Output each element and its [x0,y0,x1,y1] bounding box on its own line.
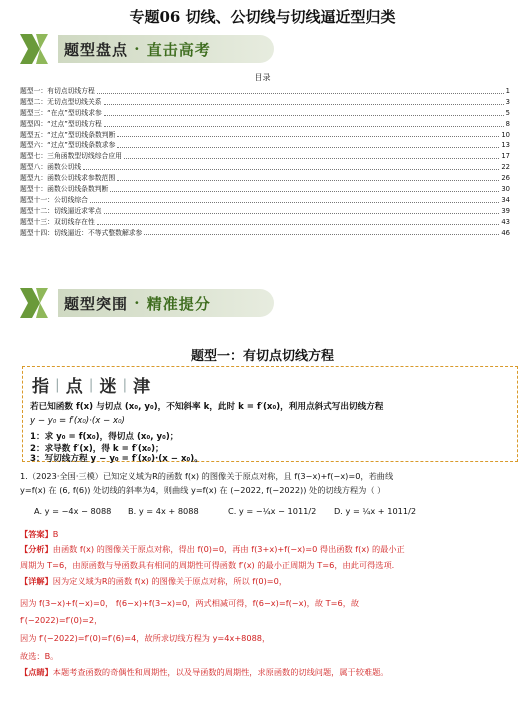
toc-entry[interactable] [20,130,510,141]
option-a: A. y = −4x − 8088 [34,506,112,516]
toc-leader-dots [97,217,500,225]
toc-entry[interactable] [20,151,510,162]
toc-entry-label: 题型五：“过点”型切线条数判断 [20,130,116,139]
toc-leader-dots [117,130,499,138]
toc-leader-dots [104,108,504,116]
tip-step: 3：写切线方程 y − y₀ = f′(x₀)·(x − x₀)。 [30,454,203,464]
toc-entry-page: 30 [501,185,510,194]
toc-entry-page: 1 [505,87,510,95]
toc-leader-dots [97,86,504,94]
comment-line: 【点睛】本题考查函数的奇偶性和周期性，以及导函数的周期性，求原函数的切线问题，属于较难题。 [20,667,389,677]
toc-leader-dots [90,195,499,203]
toc-leader-dots [124,151,499,159]
toc-entry-page: 39 [501,206,510,215]
toc-entry[interactable] [20,228,510,239]
toc-heading: 目录 [254,73,271,82]
toc-entry[interactable] [20,184,510,195]
toc-entry-label: 题型九：函数公切线求参数范围 [20,174,116,183]
toc-entry[interactable] [20,140,510,151]
toc-entry-label: 题型六：“过点”型切线条数求参 [20,141,116,150]
toc-entry-page: 10 [501,130,510,139]
detail-line: 故选：B。 [20,651,59,661]
option-d: D. y = ¼x + 1011/2 [334,506,417,516]
tip-heading: 指 | 点 | 迷 | 津 [32,372,150,397]
toc-leader-dots [144,228,499,236]
toc-entry-page: 46 [501,228,510,237]
section-banner-practice [18,286,274,320]
tip-char: 津 [133,377,151,397]
toc-entry-label: 题型十：函数公切线条数判断 [20,185,109,194]
toc-entry-page: 13 [501,141,510,150]
toc-entry[interactable] [20,97,510,108]
question-line: y=f(x) 在 (6, f(6)) 处切线的斜率为4，则曲线 y=f(x) 在 (−2022, f(−2022)) 处的切线方程为（ ） [20,485,386,495]
toc-entry[interactable] [20,195,510,206]
analysis-line: 【分析】由函数 f(x) 的图像关于原点对称，得出 f(0)=0，再由 f(3+x)+f(−x)=0 得出函数 f(x) 的最小正 [20,544,405,554]
toc-leader-dots [117,140,499,148]
toc-leader-dots [117,173,499,181]
toc-entry-page: 17 [501,152,510,161]
toc-entry-label: 题型八：函数公切线 [20,163,82,172]
toc-entry[interactable] [20,217,510,228]
detail-line: f′(−2022)=f′(0)=2， [20,615,103,625]
toc-entry[interactable] [20,162,510,173]
document-title: 专题06 切线、公切线与切线逼近型归类 [129,8,396,26]
toc-entry[interactable] [20,86,510,97]
tip-step: 1：求 y₀ = f(x₀)，得切点 (x₀, y₀)； [30,432,179,442]
question-line: 1.（2023·全国·三模）已知定义域为R的函数 f(x) 的图像关于原点对称，且 f(3−x)+f(−x)=0，若曲线 [20,471,394,481]
analysis-line: 周期为 T=6，由原函数与导函数具有相同的周期性可得函数 f′(x) 的最小正周期为 T=6，由此可得选项. [20,560,395,570]
section-title: 题型一：有切点切线方程 [190,349,334,364]
tip-char: 点 [65,377,83,397]
toc-entry-page: 43 [501,217,510,226]
tip-char: 迷 [99,377,117,397]
toc-entry-label: 题型二：无切点型切线关系 [20,97,102,106]
toc-entry-label: 题型十一：公切线综合 [20,195,88,204]
toc-entry-label: 题型十四：切线逼近：不等式整数解求参 [20,228,143,237]
toc-entry-label: 题型一：有切点切线方程 [20,87,95,95]
banner-text: 题型盘点 · 直击高考 [58,35,274,63]
table-of-contents [20,86,510,238]
answer-line: 【答案】B [20,529,59,539]
toc-leader-dots [83,162,499,170]
toc-entry-page: 22 [501,163,510,172]
toc-leader-dots [104,206,500,214]
toc-entry[interactable] [20,119,510,130]
detail-line: 【详解】因为定义域为R的函数 f(x) 的图像关于原点对称，所以 f(0)=0， [20,576,288,586]
banner-text: 题型突围 · 精准提分 [58,289,274,317]
toc-leader-dots [110,184,499,192]
toc-entry-label: 题型十三：双切线存在性 [20,217,95,226]
tip-char: 指 [32,377,49,397]
tip-step: 2：求导数 f′(x)，得 k = f′(x₀)； [30,444,164,454]
detail-line: 因为 f(3−x)+f(−x)=0， f(6−x)+f(3−x)=0，两式相减可得，f(6−x)=f(−x)，故 T=6，故 [20,598,360,608]
toc-entry-page: 8 [505,119,510,128]
toc-entry-page: 5 [505,108,510,117]
x-ribbon-icon [18,32,58,66]
toc-entry-label: 题型三：“在点”型切线求参 [20,108,102,117]
toc-entry[interactable] [20,206,510,217]
toc-entry-page: 3 [505,97,510,106]
toc-leader-dots [104,97,504,105]
section-banner-overview [18,32,274,66]
detail-line: 因为 f′(−2022)=f′(0)=f′(6)=4，故所求切线方程为 y=4x+8088， [20,633,271,643]
option-c: C. y = −¼x − 1011/2 [228,506,317,516]
toc-leader-dots [104,119,504,127]
option-b: B. y = 4x + 8088 [128,506,199,516]
toc-entry[interactable] [20,108,510,119]
toc-entry[interactable] [20,173,510,184]
toc-entry-label: 题型四：“过点”型切线方程 [20,119,102,128]
toc-entry-page: 26 [501,174,510,183]
x-ribbon-icon [18,286,58,320]
tip-line: 若已知函数 f(x) 与切点 (x₀, y₀)，不知斜率 k，此时 k = f′(x₀)，利用点斜式写出切线方程 [30,402,384,412]
toc-entry-page: 34 [501,195,510,204]
toc-entry-label: 题型七：三角函数型切线综合应用 [20,152,122,161]
toc-entry-label: 题型十二：切线逼近求零点 [20,206,102,215]
tip-formula: y − y₀ = f′(x₀)·(x − x₀) [30,416,125,426]
